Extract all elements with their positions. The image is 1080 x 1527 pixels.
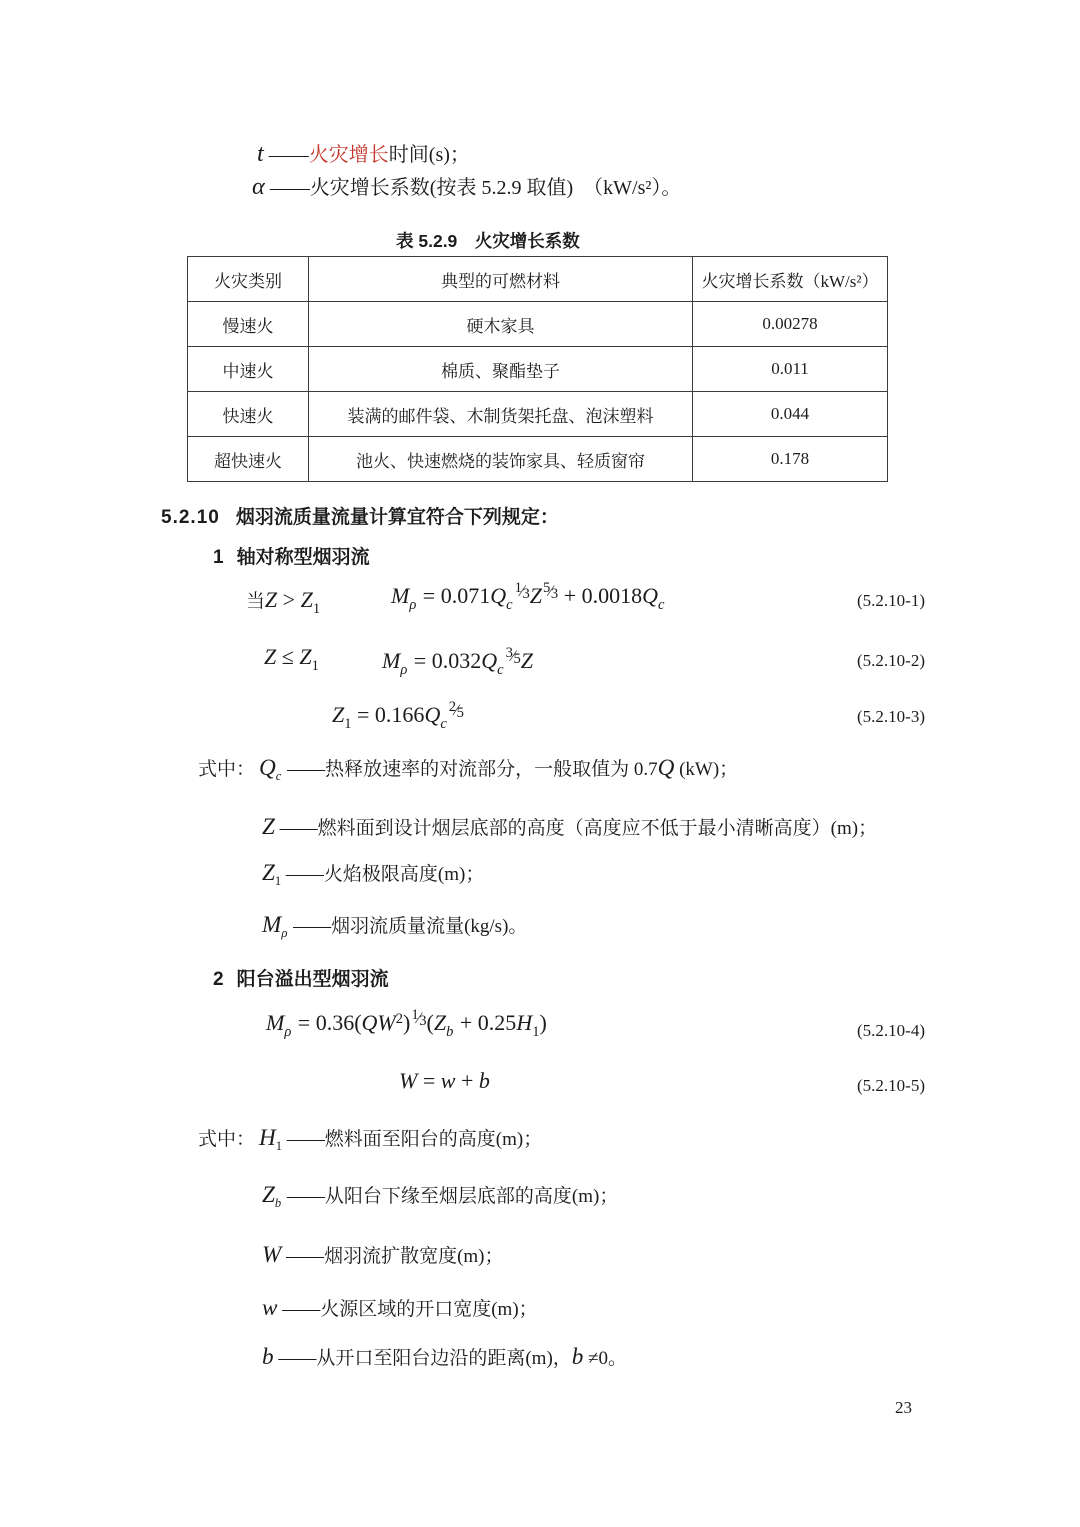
- cell-growth-coefficient: 0.011: [693, 347, 888, 392]
- eq3-label: (5.2.10-3): [857, 707, 925, 726]
- eq5-label: (5.2.10-5): [857, 1076, 925, 1095]
- eq1-formula: $M_\rho$ = $0.071Q_c1⁄3Z5⁄3 + 0.0018Q_c$: [391, 579, 665, 613]
- table-header-fire-category: 火灾类别: [188, 257, 309, 302]
- table-row: [188, 302, 888, 347]
- def-mp: $M_\rho$ ——烟羽流质量流量(kg/s)。: [262, 912, 528, 940]
- eq1-label: (5.2.10-1): [857, 591, 925, 610]
- cell-growth-coefficient: 0.178: [693, 437, 888, 482]
- eq1-condition: 当$Z > Z_1$: [246, 587, 321, 617]
- cell-typical-materials: 池火、快速燃烧的装饰家具、轻质窗帘: [309, 437, 693, 482]
- def-h1: $H_1$ ——燃料面至阳台的高度(m)；: [259, 1125, 543, 1153]
- where-clause-2: [198, 1124, 542, 1153]
- item-number: 1: [213, 547, 224, 568]
- table-row: [188, 437, 888, 482]
- def-qc: $Q_c$ ——热释放速率的对流部分，一般取值为 0.7Q (kW)；: [259, 755, 739, 783]
- eq2-label: (5.2.10-2): [857, 651, 925, 670]
- list-item-2-balcony-spill-plume: [213, 964, 389, 991]
- where-clause-1: [198, 754, 738, 783]
- cell-growth-coefficient: 0.00278: [693, 302, 888, 347]
- section-heading-5-2-10: [161, 502, 559, 529]
- cell-fire-category: 慢速火: [188, 302, 309, 347]
- def-w-lower: w ——火源区域的开口宽度(m)；: [262, 1295, 538, 1321]
- eq5-formula: W = w + b: [399, 1068, 490, 1093]
- cell-typical-materials: 棉质、聚酯垫子: [309, 347, 693, 392]
- var-definition-alpha: α ——火灾增长系数(按表 5.2.9 取值) （kW/s²）。: [252, 173, 682, 200]
- cell-fire-category: 中速火: [188, 347, 309, 392]
- table-row: [188, 347, 888, 392]
- item-title: 阳台溢出型烟羽流: [236, 969, 389, 990]
- table-header-growth-coefficient: 火灾增长系数（kW/s²）: [693, 257, 888, 302]
- table-row: [188, 392, 888, 437]
- eq4-formula: $M_\rho$ = $0.36(QW^2)1⁄3(Z_b + 0.25H_1)$: [266, 1006, 547, 1040]
- section-title: 烟羽流质量流量计算宜符合下列规定：: [235, 507, 559, 528]
- cell-typical-materials: 硬木家具: [309, 302, 693, 347]
- eq3-formula: $Z_1$ = $0.166Q_c2⁄5$: [332, 698, 463, 732]
- cell-growth-coefficient: 0.044: [693, 392, 888, 437]
- eq4-label: (5.2.10-4): [857, 1021, 925, 1040]
- def-zb: $Z_b$ ——从阳台下缘至烟层底部的高度(m)；: [262, 1182, 619, 1210]
- def-z1: $Z_1$ ——火焰极限高度(m)；: [262, 860, 485, 888]
- var-definition-t: t ——火灾增长时间(s)；: [257, 140, 470, 167]
- table-title: 表 5.2.9 火灾增长系数: [396, 231, 580, 251]
- page-number: 23: [895, 1398, 912, 1417]
- def-w-capital: W ——烟羽流扩散宽度(m)；: [262, 1242, 504, 1268]
- eq2-formula: $M_\rho$ = $0.032Q_c3⁄5Z$: [382, 644, 534, 678]
- where-prefix: 式中：: [198, 759, 256, 780]
- item-title: 轴对称型烟羽流: [236, 547, 370, 568]
- table-header-typical-materials: 典型的可燃材料: [309, 257, 693, 302]
- eq2-condition: $Z \le Z_1$: [264, 644, 319, 674]
- table-header-row: [188, 257, 888, 302]
- cell-typical-materials: 装满的邮件袋、木制货架托盘、泡沫塑料: [309, 392, 693, 437]
- where-prefix: 式中：: [198, 1129, 256, 1150]
- fire-growth-coefficient-table: [187, 256, 888, 482]
- list-item-1-axisymmetric-plume: [213, 542, 370, 569]
- item-number: 2: [213, 969, 224, 990]
- def-z: Z ——燃料面到设计烟层底部的高度（高度应不低于最小清晰高度）(m)；: [262, 814, 878, 840]
- def-b: b ——从开口至阳台边沿的距离(m)，b ≠0。: [262, 1344, 628, 1370]
- cell-fire-category: 超快速火: [188, 437, 309, 482]
- cell-fire-category: 快速火: [188, 392, 309, 437]
- section-number: 5.2.10: [161, 507, 220, 528]
